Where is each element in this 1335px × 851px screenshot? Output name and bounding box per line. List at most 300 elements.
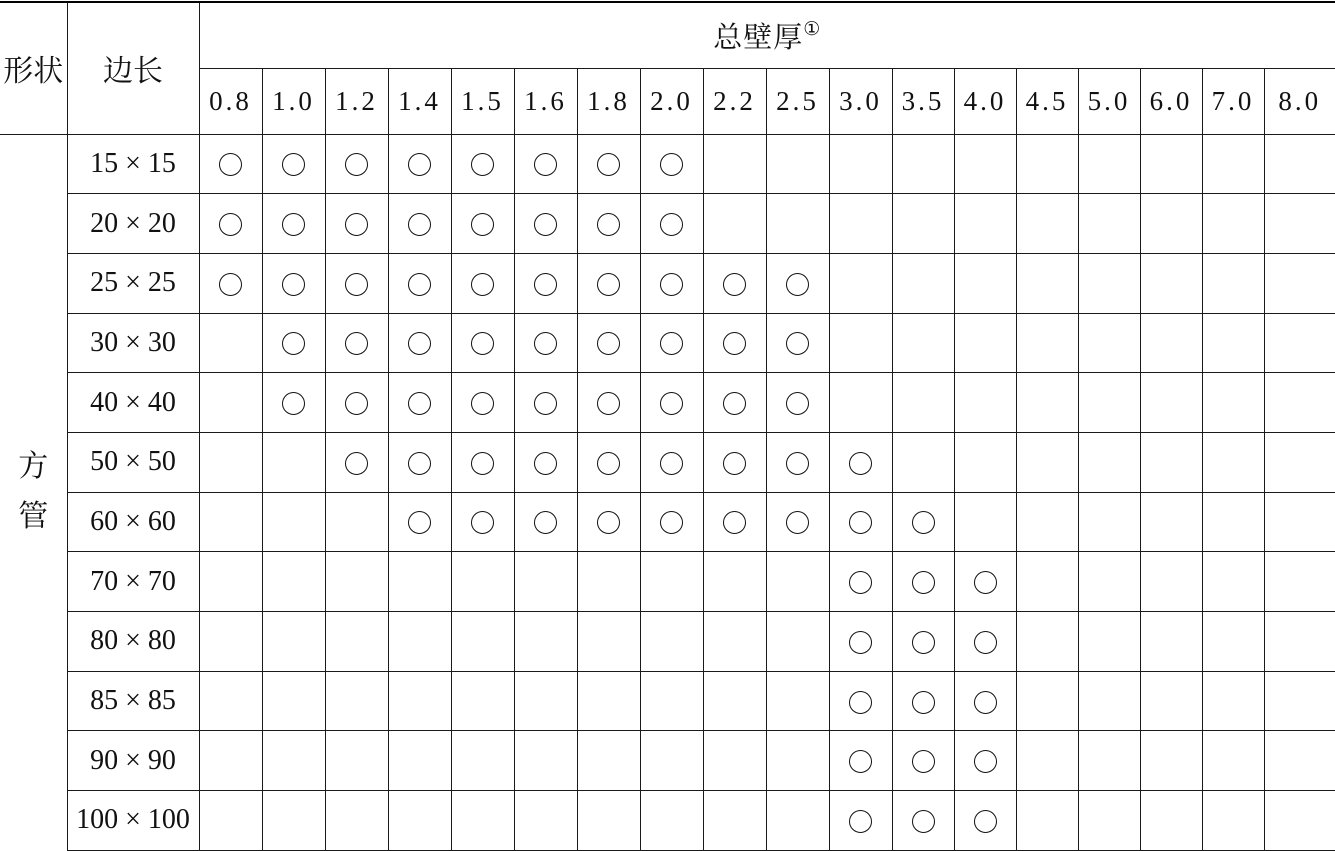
availability-cell xyxy=(954,791,1016,851)
availability-cell xyxy=(577,612,640,672)
shape-label-square-tube xyxy=(0,134,67,850)
availability-cell xyxy=(1202,373,1264,433)
availability-cell xyxy=(577,731,640,791)
availability-cell xyxy=(199,432,262,492)
availability-cell xyxy=(829,492,892,552)
availability-cell xyxy=(1202,492,1264,552)
thickness-header: 2.2 xyxy=(703,68,766,134)
availability-cell xyxy=(892,194,954,254)
availability-cell xyxy=(1202,731,1264,791)
availability-cell xyxy=(325,373,388,433)
availability-cell xyxy=(640,552,703,612)
availability-cell xyxy=(388,612,451,672)
availability-cell xyxy=(703,612,766,672)
table-row xyxy=(0,134,1335,194)
available-circle-mark xyxy=(849,691,872,714)
availability-cell xyxy=(451,253,514,313)
availability-cell xyxy=(388,671,451,731)
availability-cell xyxy=(451,552,514,612)
table-row xyxy=(0,313,1335,373)
availability-cell xyxy=(1264,552,1335,612)
availability-cell xyxy=(199,791,262,851)
availability-cell xyxy=(1202,612,1264,672)
available-circle-mark xyxy=(345,213,368,236)
availability-cell xyxy=(892,552,954,612)
availability-cell xyxy=(1078,612,1140,672)
availability-cell xyxy=(262,134,325,194)
availability-cell xyxy=(262,492,325,552)
available-circle-mark xyxy=(660,452,683,475)
availability-cell xyxy=(640,612,703,672)
available-circle-mark xyxy=(471,392,494,415)
availability-cell xyxy=(892,313,954,373)
available-circle-mark xyxy=(471,332,494,355)
availability-cell xyxy=(640,432,703,492)
thickness-header: 4.0 xyxy=(954,68,1016,134)
shape-column-header: 形状 xyxy=(0,2,67,134)
availability-cell xyxy=(640,253,703,313)
availability-cell xyxy=(199,373,262,433)
availability-cell xyxy=(1264,194,1335,254)
availability-cell xyxy=(325,194,388,254)
availability-cell xyxy=(892,671,954,731)
availability-cell xyxy=(892,432,954,492)
available-circle-mark xyxy=(408,332,431,355)
side-length-column-header: 边长 xyxy=(67,2,199,134)
availability-cell xyxy=(514,432,577,492)
availability-cell xyxy=(892,492,954,552)
availability-cell xyxy=(954,432,1016,492)
availability-cell xyxy=(514,194,577,254)
available-circle-mark xyxy=(912,511,935,534)
availability-cell xyxy=(1264,731,1335,791)
availability-cell xyxy=(703,373,766,433)
availability-cell xyxy=(451,373,514,433)
available-circle-mark xyxy=(597,332,620,355)
availability-cell xyxy=(199,134,262,194)
available-circle-mark xyxy=(974,750,997,773)
available-circle-mark xyxy=(723,452,746,475)
side-length-cell: 100 × 100 xyxy=(67,791,199,851)
availability-cell xyxy=(640,731,703,791)
availability-cell xyxy=(388,253,451,313)
availability-cell xyxy=(262,253,325,313)
availability-cell xyxy=(1078,492,1140,552)
availability-cell xyxy=(577,134,640,194)
table-row xyxy=(0,253,1335,313)
availability-cell xyxy=(640,492,703,552)
availability-cell xyxy=(388,134,451,194)
available-circle-mark xyxy=(660,153,683,176)
availability-cell xyxy=(325,492,388,552)
availability-cell xyxy=(262,313,325,373)
available-circle-mark xyxy=(408,213,431,236)
thickness-header: 2.0 xyxy=(640,68,703,134)
table-row xyxy=(0,731,1335,791)
availability-cell xyxy=(199,612,262,672)
availability-cell xyxy=(325,134,388,194)
thickness-header: 1.4 xyxy=(388,68,451,134)
availability-cell xyxy=(262,731,325,791)
available-circle-mark xyxy=(912,810,935,833)
availability-cell xyxy=(1016,671,1078,731)
availability-cell xyxy=(954,612,1016,672)
available-circle-mark xyxy=(282,153,305,176)
availability-cell xyxy=(1016,791,1078,851)
availability-cell xyxy=(514,552,577,612)
available-circle-mark xyxy=(534,511,557,534)
availability-cell xyxy=(577,432,640,492)
availability-cell xyxy=(640,671,703,731)
available-circle-mark xyxy=(974,691,997,714)
availability-cell xyxy=(1264,373,1335,433)
available-circle-mark xyxy=(912,750,935,773)
availability-cell xyxy=(325,731,388,791)
available-circle-mark xyxy=(534,332,557,355)
availability-cell xyxy=(451,432,514,492)
available-circle-mark xyxy=(534,452,557,475)
availability-cell xyxy=(451,612,514,672)
availability-cell xyxy=(703,253,766,313)
availability-cell xyxy=(829,612,892,672)
available-circle-mark xyxy=(408,392,431,415)
availability-cell xyxy=(892,134,954,194)
availability-cell xyxy=(199,194,262,254)
availability-cell xyxy=(954,253,1016,313)
available-circle-mark xyxy=(660,213,683,236)
availability-cell xyxy=(388,194,451,254)
availability-cell xyxy=(577,253,640,313)
availability-cell xyxy=(1016,612,1078,672)
availability-cell xyxy=(829,373,892,433)
availability-cell xyxy=(199,253,262,313)
thickness-header: 8.0 xyxy=(1264,68,1335,134)
availability-cell xyxy=(954,731,1016,791)
available-circle-mark xyxy=(345,452,368,475)
availability-cell xyxy=(954,313,1016,373)
available-circle-mark xyxy=(345,273,368,296)
availability-cell xyxy=(703,134,766,194)
availability-cell xyxy=(1140,492,1202,552)
availability-cell xyxy=(1078,432,1140,492)
available-circle-mark xyxy=(408,153,431,176)
availability-cell xyxy=(1140,731,1202,791)
availability-cell xyxy=(829,313,892,373)
availability-cell xyxy=(1078,791,1140,851)
availability-cell xyxy=(766,791,829,851)
thickness-header: 0.8 xyxy=(199,68,262,134)
available-circle-mark xyxy=(723,511,746,534)
available-circle-mark xyxy=(849,631,872,654)
available-circle-mark xyxy=(219,153,242,176)
availability-cell xyxy=(954,194,1016,254)
availability-cell xyxy=(1202,134,1264,194)
thickness-header: 1.0 xyxy=(262,68,325,134)
availability-cell xyxy=(199,671,262,731)
availability-cell xyxy=(325,313,388,373)
availability-cell xyxy=(1140,313,1202,373)
availability-cell xyxy=(1016,432,1078,492)
available-circle-mark xyxy=(534,213,557,236)
availability-cell xyxy=(325,791,388,851)
thickness-header: 3.5 xyxy=(892,68,954,134)
available-circle-mark xyxy=(786,332,809,355)
available-circle-mark xyxy=(660,273,683,296)
table-row xyxy=(0,432,1335,492)
available-circle-mark xyxy=(786,392,809,415)
availability-cell xyxy=(1264,671,1335,731)
available-circle-mark xyxy=(597,153,620,176)
availability-cell xyxy=(388,313,451,373)
availability-cell xyxy=(325,552,388,612)
side-length-cell: 50 × 50 xyxy=(67,432,199,492)
available-circle-mark xyxy=(597,213,620,236)
availability-cell xyxy=(640,134,703,194)
availability-cell xyxy=(703,313,766,373)
availability-cell xyxy=(451,791,514,851)
available-circle-mark xyxy=(849,511,872,534)
shape-label-char: 方 xyxy=(18,450,49,484)
availability-cell xyxy=(1202,313,1264,373)
availability-cell xyxy=(1202,552,1264,612)
availability-cell xyxy=(262,373,325,433)
availability-cell xyxy=(829,552,892,612)
availability-cell xyxy=(703,552,766,612)
availability-cell xyxy=(577,552,640,612)
availability-cell xyxy=(829,432,892,492)
available-circle-mark xyxy=(471,153,494,176)
availability-cell xyxy=(1016,492,1078,552)
availability-cell xyxy=(829,671,892,731)
availability-cell xyxy=(577,194,640,254)
available-circle-mark xyxy=(597,511,620,534)
thickness-header: 7.0 xyxy=(1202,68,1264,134)
side-length-cell: 40 × 40 xyxy=(67,373,199,433)
total-wall-thickness-label: 总壁厚 xyxy=(713,21,804,54)
availability-cell xyxy=(766,671,829,731)
availability-cell xyxy=(766,492,829,552)
available-circle-mark xyxy=(786,273,809,296)
availability-cell xyxy=(1016,731,1078,791)
availability-cell xyxy=(451,134,514,194)
availability-cell xyxy=(892,253,954,313)
available-circle-mark xyxy=(345,392,368,415)
availability-cell xyxy=(1078,671,1140,731)
availability-cell xyxy=(388,492,451,552)
thickness-header: 1.5 xyxy=(451,68,514,134)
availability-cell xyxy=(954,552,1016,612)
availability-cell xyxy=(954,373,1016,433)
availability-cell xyxy=(577,791,640,851)
side-length-cell: 25 × 25 xyxy=(67,253,199,313)
available-circle-mark xyxy=(912,631,935,654)
availability-cell xyxy=(829,253,892,313)
table-row xyxy=(0,373,1335,433)
availability-cell xyxy=(1140,552,1202,612)
availability-cell xyxy=(640,194,703,254)
availability-cell xyxy=(451,194,514,254)
available-circle-mark xyxy=(345,332,368,355)
available-circle-mark xyxy=(723,392,746,415)
side-length-cell: 30 × 30 xyxy=(67,313,199,373)
thickness-header: 1.2 xyxy=(325,68,388,134)
availability-cell xyxy=(1078,313,1140,373)
availability-cell xyxy=(766,253,829,313)
availability-cell xyxy=(1202,194,1264,254)
available-circle-mark xyxy=(974,631,997,654)
availability-cell xyxy=(388,791,451,851)
available-circle-mark xyxy=(471,452,494,475)
availability-cell xyxy=(1140,253,1202,313)
availability-cell xyxy=(1016,194,1078,254)
availability-cell xyxy=(262,671,325,731)
availability-cell xyxy=(388,432,451,492)
available-circle-mark xyxy=(534,153,557,176)
availability-cell xyxy=(829,791,892,851)
availability-cell xyxy=(829,134,892,194)
wall-thickness-table xyxy=(0,1,1335,851)
available-circle-mark xyxy=(660,392,683,415)
side-length-cell: 80 × 80 xyxy=(67,612,199,672)
availability-cell xyxy=(1078,253,1140,313)
availability-cell xyxy=(262,552,325,612)
availability-cell xyxy=(325,671,388,731)
availability-cell xyxy=(514,791,577,851)
availability-cell xyxy=(577,313,640,373)
table-body xyxy=(0,134,1335,850)
availability-cell xyxy=(766,313,829,373)
availability-cell xyxy=(703,432,766,492)
available-circle-mark xyxy=(723,332,746,355)
availability-cell xyxy=(892,731,954,791)
availability-cell xyxy=(1202,671,1264,731)
shape-label-char: 管 xyxy=(18,500,49,534)
availability-cell xyxy=(1202,253,1264,313)
availability-cell xyxy=(1140,373,1202,433)
availability-cell xyxy=(388,731,451,791)
availability-cell xyxy=(640,791,703,851)
available-circle-mark xyxy=(219,273,242,296)
availability-cell xyxy=(1078,373,1140,433)
available-circle-mark xyxy=(597,392,620,415)
availability-cell xyxy=(514,671,577,731)
available-circle-mark xyxy=(408,452,431,475)
availability-cell xyxy=(954,134,1016,194)
availability-cell xyxy=(703,671,766,731)
availability-cell xyxy=(892,612,954,672)
availability-cell xyxy=(1016,552,1078,612)
available-circle-mark xyxy=(471,273,494,296)
available-circle-mark xyxy=(219,213,242,236)
thickness-header: 2.5 xyxy=(766,68,829,134)
side-length-cell: 90 × 90 xyxy=(67,731,199,791)
available-circle-mark xyxy=(282,273,305,296)
thickness-header: 1.8 xyxy=(577,68,640,134)
thickness-header: 3.0 xyxy=(829,68,892,134)
availability-cell xyxy=(640,313,703,373)
table-row xyxy=(0,671,1335,731)
availability-cell xyxy=(954,671,1016,731)
availability-cell xyxy=(514,612,577,672)
availability-cell xyxy=(640,373,703,433)
availability-cell xyxy=(577,492,640,552)
available-circle-mark xyxy=(534,273,557,296)
availability-cell xyxy=(577,671,640,731)
total-wall-thickness-header xyxy=(199,2,1335,68)
available-circle-mark xyxy=(849,810,872,833)
availability-cell xyxy=(451,671,514,731)
availability-cell xyxy=(199,313,262,373)
side-length-cell: 85 × 85 xyxy=(67,671,199,731)
available-circle-mark xyxy=(408,511,431,534)
table-row xyxy=(0,791,1335,851)
availability-cell xyxy=(703,492,766,552)
availability-cell xyxy=(451,313,514,373)
availability-cell xyxy=(1140,671,1202,731)
table-row xyxy=(0,612,1335,672)
footnote-marker: ① xyxy=(803,18,822,40)
availability-cell xyxy=(766,432,829,492)
availability-cell xyxy=(1264,612,1335,672)
availability-cell xyxy=(262,432,325,492)
available-circle-mark xyxy=(282,332,305,355)
thickness-header: 4.5 xyxy=(1016,68,1078,134)
availability-cell xyxy=(199,552,262,612)
available-circle-mark xyxy=(345,153,368,176)
availability-cell xyxy=(514,373,577,433)
availability-cell xyxy=(766,373,829,433)
availability-cell xyxy=(1078,731,1140,791)
availability-cell xyxy=(1202,432,1264,492)
availability-cell xyxy=(703,194,766,254)
availability-cell xyxy=(199,731,262,791)
availability-cell xyxy=(262,612,325,672)
available-circle-mark xyxy=(849,452,872,475)
availability-cell xyxy=(1016,313,1078,373)
availability-cell xyxy=(514,731,577,791)
availability-cell xyxy=(1078,194,1140,254)
availability-cell xyxy=(1264,313,1335,373)
availability-cell xyxy=(1140,432,1202,492)
availability-cell xyxy=(1140,134,1202,194)
available-circle-mark xyxy=(282,213,305,236)
available-circle-mark xyxy=(660,511,683,534)
availability-cell xyxy=(829,194,892,254)
availability-cell xyxy=(703,791,766,851)
availability-cell xyxy=(451,731,514,791)
available-circle-mark xyxy=(723,273,746,296)
availability-cell xyxy=(325,432,388,492)
available-circle-mark xyxy=(912,691,935,714)
availability-cell xyxy=(577,373,640,433)
available-circle-mark xyxy=(597,273,620,296)
availability-cell xyxy=(766,134,829,194)
availability-cell xyxy=(1264,432,1335,492)
availability-cell xyxy=(388,373,451,433)
available-circle-mark xyxy=(471,213,494,236)
thickness-header-row xyxy=(0,68,1335,134)
availability-cell xyxy=(1078,552,1140,612)
side-length-cell: 15 × 15 xyxy=(67,134,199,194)
availability-cell xyxy=(1140,194,1202,254)
availability-cell xyxy=(514,313,577,373)
availability-cell xyxy=(1078,134,1140,194)
table-row xyxy=(0,194,1335,254)
thickness-header: 5.0 xyxy=(1078,68,1140,134)
side-length-cell: 70 × 70 xyxy=(67,552,199,612)
available-circle-mark xyxy=(849,571,872,594)
availability-cell xyxy=(388,552,451,612)
